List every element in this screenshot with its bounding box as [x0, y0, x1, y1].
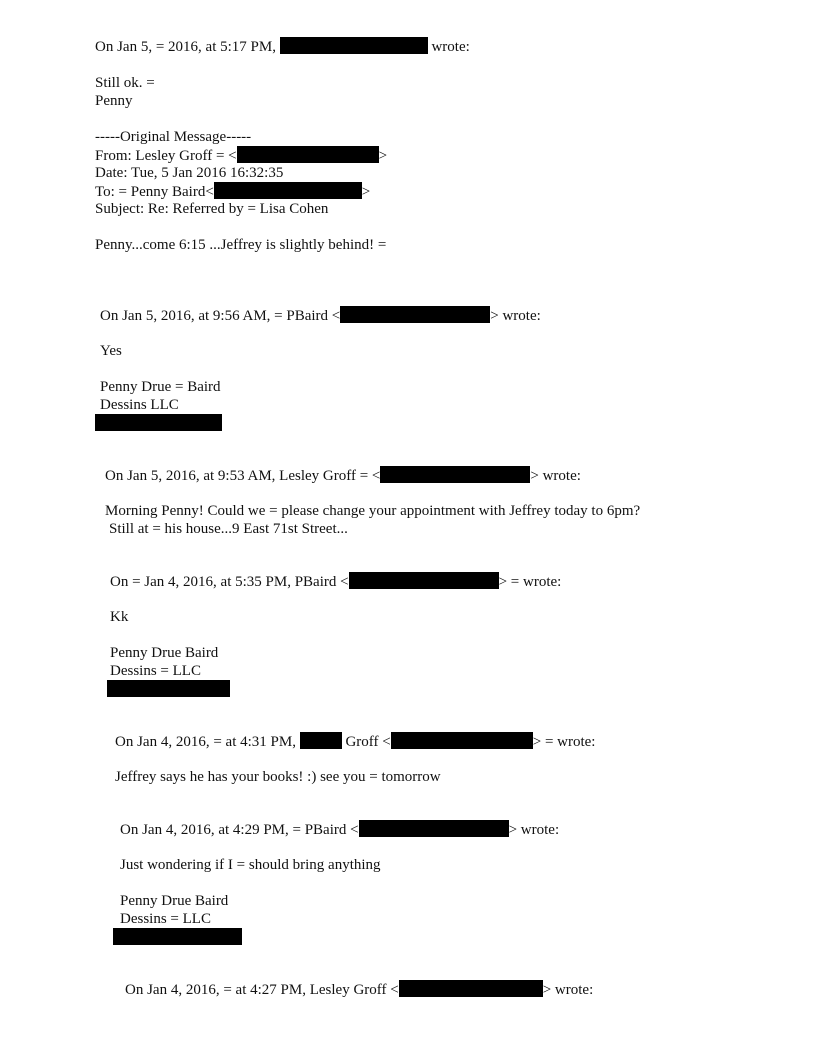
redaction-bar	[359, 820, 509, 837]
signature-line: Dessins LLC	[100, 397, 179, 413]
message-body-line: Jeffrey says he has your books! :) see you = tomorrow	[115, 769, 441, 785]
signature-line: Penny Drue Baird	[110, 645, 219, 661]
redaction-bar	[280, 37, 428, 54]
message-body-line: Yes	[100, 343, 122, 359]
redaction-bar	[399, 980, 543, 997]
redaction-bar	[340, 306, 490, 323]
from-line: From: Lesley Groff = < >	[95, 148, 388, 164]
message-header: On Jan 4, 2016, at 4:29 PM, = PBaird < > wrote:	[120, 822, 560, 838]
message-body-line: Just wondering if I = should bring anything	[120, 857, 381, 873]
subject-line: Subject: Re: Referred by = Lisa Cohen	[95, 201, 329, 217]
redaction-bar	[113, 928, 242, 945]
redaction-bar	[214, 182, 362, 199]
signature-line: Dessins = LLC	[110, 663, 201, 679]
redaction-bar	[237, 146, 379, 163]
message-header: On Jan 4, 2016, = at 4:27 PM, Lesley Groff < > wrote:	[125, 982, 594, 998]
message-header: On Jan 5, 2016, at 9:56 AM, = PBaird < > wrote:	[100, 308, 541, 324]
message-body-line: Still ok. =	[95, 75, 155, 91]
redaction-bar	[300, 732, 342, 749]
redaction-bar	[107, 680, 230, 697]
message-body-line: Penny	[95, 93, 133, 109]
message-header: On = Jan 4, 2016, at 5:35 PM, PBaird < > = wrote:	[110, 574, 562, 590]
message-body-line: Penny...come 6:15 ...Jeffrey is slightly behind! =	[95, 237, 387, 253]
message-body-line: Kk	[110, 609, 129, 625]
signature-line: Penny Drue = Baird	[100, 379, 221, 395]
redaction-bar	[380, 466, 530, 483]
signature-line: Dessins = LLC	[120, 911, 211, 927]
redaction-bar	[95, 414, 222, 431]
redaction-bar	[391, 732, 533, 749]
message-header: On Jan 5, = 2016, at 5:17 PM, wrote:	[95, 39, 470, 55]
message-body-line: Morning Penny! Could we = please change your appointment with Jeffrey today to 6pm?	[105, 503, 641, 519]
to-line: To: = Penny Baird< >	[95, 184, 371, 200]
message-header: On Jan 5, 2016, at 9:53 AM, Lesley Groff = < > wrote:	[105, 468, 581, 484]
signature-line: Penny Drue Baird	[120, 893, 229, 909]
message-body-line: Still at = his house...9 East 71st Street...	[109, 521, 348, 537]
original-message-divider: -----Original Message-----	[95, 129, 252, 145]
date-line: Date: Tue, 5 Jan 2016 16:32:35	[95, 165, 284, 181]
redaction-bar	[349, 572, 499, 589]
message-header: On Jan 4, 2016, = at 4:31 PM, Groff < > = wrote:	[115, 734, 596, 750]
